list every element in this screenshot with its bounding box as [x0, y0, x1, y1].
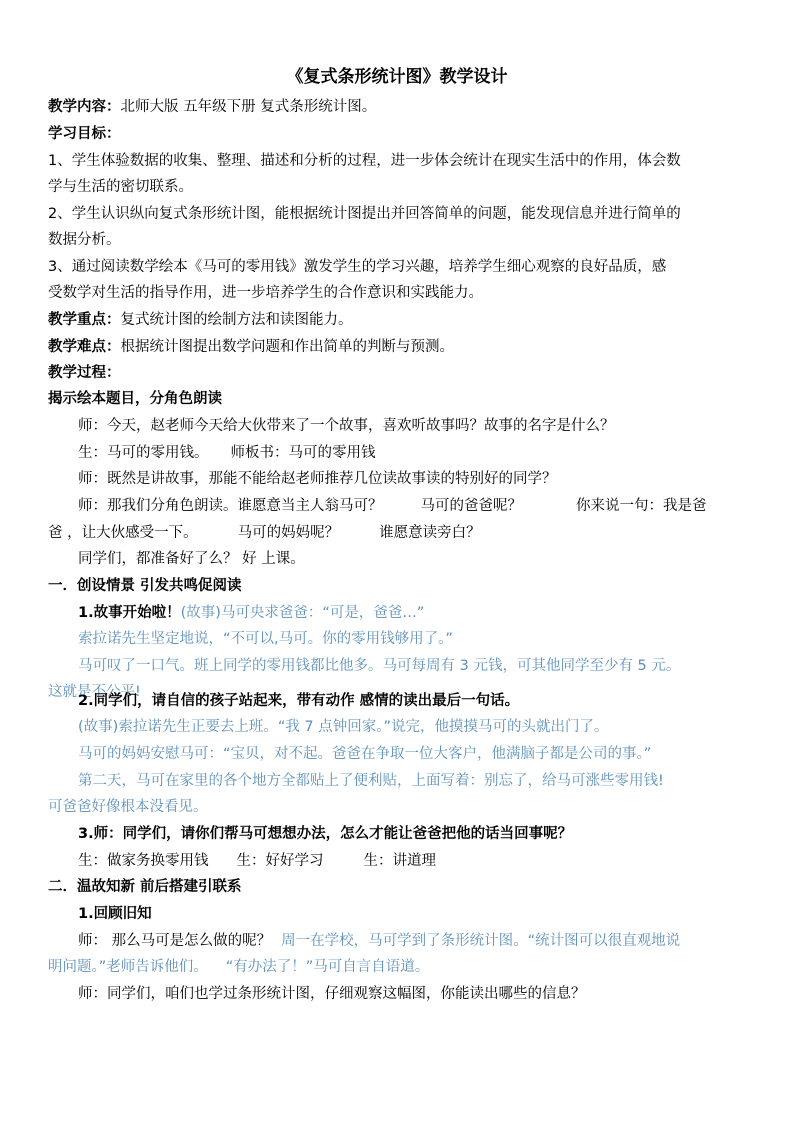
story-text-6: (故事)索拉诺先生正要去上班。“我 7 点钟回家。”说完，他摸摸马可的头就出门了。 — [78, 719, 609, 735]
review-line-1 — [78, 931, 788, 951]
story-text-8: 第二天，马可在家里的各个地方全都贴上了便利贴，上面写着：别忘了，给马可涨些零用钱! — [78, 773, 664, 789]
story-text-3: 马可叹了一口气。班上同学的零用钱都比他多。马可每周有 3 元钱，可其他同学至少有 5 元。 — [78, 658, 681, 674]
story-start-label: 1.故事开始啦！ — [78, 605, 181, 621]
review-line-3: 师：同学们，咱们也学过条形统计图，仔细观察这幅图，你能读出哪些的信息？ — [78, 986, 586, 1002]
student-ideas-line — [78, 851, 788, 871]
section-1-heading: 一．创设情景 引发共鸣促阅读 — [48, 578, 242, 594]
story-start-line — [78, 603, 788, 623]
story-text-2: 索拉诺先生坚定地说，“不可以,马可。你的零用钱够用了。” — [78, 631, 453, 647]
process-label: 教学过程： — [48, 365, 121, 381]
student-answer: 生：马可的零用钱。 — [78, 445, 209, 461]
teacher-line-2: 师：既然是讲故事，那能不能给赵老师推荐几位读故事读的特别好的同学？ — [78, 471, 557, 487]
story-text-1: (故事)马可央求爸爸：“可是，爸爸…” — [180, 605, 425, 621]
goal1-line2: 学与生活的密切联系。 — [48, 179, 193, 195]
role-mother: 马可的妈妈呢？ — [237, 525, 340, 541]
ready-line: 同学们，都准备好了么？ 好 上课。 — [78, 551, 305, 567]
story-text-9: 可爸爸好像根本没看见。 — [48, 799, 208, 815]
review-question: 师： 那么马可是怎么做的呢？ — [78, 933, 272, 949]
goal2-line1: 2、学生认识纵向复式条形统计图，能根据统计图提出并回答简单的问题，能发现信息并进行简单的 — [48, 206, 681, 222]
role-father: 马可的爸爸呢？ — [420, 498, 522, 514]
role-father-say: 你来说一句：我是爸 — [576, 498, 707, 514]
goal3-line1: 3、通过阅读数学绘本《马可的零用钱》激发学生的学习兴趣，培养学生细心观察的良好品质，感 — [48, 259, 667, 275]
role-maker: 师：那我们分角色朗读。谁愿意当主人翁马可？ — [78, 498, 383, 514]
review-heading: 1.回顾旧知 — [78, 906, 152, 922]
idea-chores: 生：做家务换零用钱 — [78, 853, 209, 869]
section-2-heading: 二．温故知新 前后搭建引联系 — [48, 879, 242, 895]
content-line — [48, 97, 758, 117]
goal3-line2: 受数学对生活的指导作用，进一步培养学生的合作意识和实践能力。 — [48, 285, 483, 301]
difficulty-text: 根据统计图提出数学问题和作出简单的判断与预测。 — [120, 339, 454, 355]
difficulty-line — [48, 337, 758, 357]
read-aloud-instruction: 2.同学们，请自信的孩子站起来，带有动作 感情的读出最后一句话。 — [78, 693, 520, 709]
goals-label: 学习目标： — [48, 126, 121, 142]
story-text-4: 这就是不公平! — [48, 684, 141, 700]
role-narrator: 谁愿意读旁白？ — [379, 525, 481, 541]
teacher-board: 师板书：马可的零用钱 — [230, 445, 376, 461]
review-story-1: 周一在学校，马可学到了条形统计图。“统计图可以很直观地说 — [281, 933, 681, 949]
review-line-2 — [48, 957, 758, 977]
story-text-7: 马可的妈妈安慰马可：“宝贝，对不起。爸爸在争取一位大客户，他满脑子都是公司的事。” — [78, 746, 652, 762]
role-father-feel: 爸 ，让大伙感受一下。 — [48, 525, 198, 541]
goal1-line1: 1、学生体验数据的收集、整理、描述和分析的过程，进一步体会统计在现实生活中的作用，体会数 — [48, 153, 681, 169]
teacher-line-3 — [78, 496, 788, 516]
page-title: 《复式条形统计图》教学设计 — [286, 67, 508, 87]
key-point-label: 教学重点： — [48, 312, 121, 328]
teacher-line-1: 师：今天，赵老师今天给大伙带来了一个故事，喜欢听故事吗？故事的名字是什么？ — [78, 418, 615, 434]
key-point-text: 复式统计图的绘制方法和读图能力。 — [120, 312, 353, 328]
key-point-line — [48, 310, 758, 330]
help-question: 3.师：同学们，请你们帮马可想想办法，怎么才能让爸爸把他的话当回事呢？ — [78, 826, 573, 842]
goal2-line2: 数据分析。 — [48, 232, 121, 248]
teacher-line-3b — [48, 523, 758, 543]
student-line-1 — [78, 443, 788, 463]
difficulty-label: 教学难点： — [48, 339, 121, 355]
idea-study: 生：好好学习 — [236, 853, 324, 869]
idea-reason: 生：讲道理 — [363, 853, 436, 869]
review-story-2: 明问题。”老师告诉他们。 — [48, 959, 208, 975]
reveal-heading: 揭示绘本题目，分角色朗读 — [48, 391, 222, 407]
content-text: 北师大版 五年级下册 复式条形统计图。 — [120, 99, 377, 115]
review-story-3: “有办法了！”马可自言自语道。 — [225, 959, 430, 975]
content-label: 教学内容： — [48, 99, 121, 115]
